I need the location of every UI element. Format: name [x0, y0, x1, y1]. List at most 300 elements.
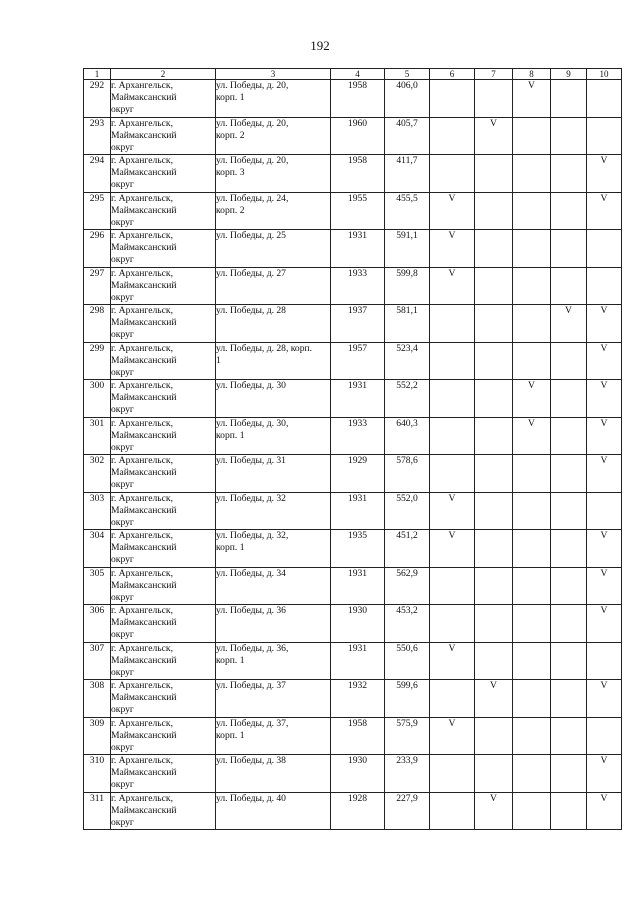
mark-cell-9: [551, 342, 587, 380]
location-cell-line: Маймаксанский: [111, 392, 177, 403]
mark-cell-8: [513, 455, 551, 493]
address-cell-line: ул. Победы, д. 40: [216, 792, 286, 804]
mark-cell-6: [430, 117, 475, 155]
row-number: 300: [84, 380, 111, 418]
location-cell-line: г. Архангельск,: [111, 717, 173, 729]
address-cell-line: ул. Победы, д. 28, корп.: [216, 342, 313, 354]
location-cell-line: округ: [111, 329, 134, 340]
location-cell: [111, 267, 216, 305]
location-cell-line: округ: [111, 816, 134, 828]
column-header: 6: [430, 69, 475, 80]
location-cell: [111, 192, 216, 230]
location-cell-line: округ: [111, 666, 134, 678]
mark-cell-8: V: [513, 417, 551, 455]
mark-cell-9: [551, 717, 587, 755]
address-cell-line: корп. 2: [216, 204, 245, 216]
location-cell-line: г. Архангельск,: [111, 680, 173, 691]
column-header: 4: [331, 69, 385, 80]
table-row: [84, 417, 622, 455]
table-row: [84, 567, 622, 605]
row-number: 308: [84, 680, 111, 718]
row-number: 303: [84, 492, 111, 530]
page-number: 192: [310, 38, 330, 53]
mark-cell-6: [430, 755, 475, 793]
table-row: [84, 455, 622, 493]
mark-cell-10: V: [587, 567, 622, 605]
column-header: 2: [111, 69, 216, 80]
address-cell-line: ул. Победы, д. 38: [216, 755, 286, 766]
row-number: 305: [84, 567, 111, 605]
address-cell: [216, 117, 331, 155]
location-cell-line: Маймаксанский: [111, 804, 177, 816]
mark-cell-9: [551, 792, 587, 830]
location-cell-line: г. Архангельск,: [111, 117, 173, 129]
mark-cell-6: [430, 605, 475, 643]
address-cell-line: ул. Победы, д. 27: [216, 267, 286, 279]
mark-cell-8: [513, 605, 551, 643]
mark-cell-9: [551, 80, 587, 118]
mark-cell-8: [513, 530, 551, 568]
mark-cell-9: [551, 455, 587, 493]
address-cell-line: [216, 392, 330, 404]
area-cell: 411,7: [385, 155, 430, 193]
address-cell: [216, 792, 331, 830]
location-cell: [111, 717, 216, 755]
location-cell: [111, 117, 216, 155]
address-cell-line: ул. Победы, д. 37: [216, 680, 286, 691]
address-cell-line: [216, 242, 330, 254]
column-header: 5: [385, 69, 430, 80]
mark-cell-10: V: [587, 605, 622, 643]
location-cell: [111, 680, 216, 718]
location-cell-line: Маймаксанский: [111, 317, 177, 328]
row-number: 294: [84, 155, 111, 193]
column-header: 1: [84, 69, 111, 80]
mark-cell-7: V: [475, 117, 513, 155]
location-cell-line: г. Архангельск,: [111, 755, 173, 766]
location-cell-line: округ: [111, 179, 134, 190]
location-cell: [111, 605, 216, 643]
location-cell-line: округ: [111, 779, 134, 790]
mark-cell-8: V: [513, 80, 551, 118]
year-cell: 1958: [331, 80, 385, 118]
mark-cell-9: [551, 155, 587, 193]
column-header: 10: [587, 69, 622, 80]
address-cell: [216, 605, 331, 643]
area-cell: 455,5: [385, 192, 430, 230]
address-cell-line: [216, 617, 330, 629]
address-cell-line: [216, 767, 330, 779]
mark-cell-8: [513, 680, 551, 718]
area-cell: 227,9: [385, 792, 430, 830]
column-header: 8: [513, 69, 551, 80]
location-cell-line: округ: [111, 141, 134, 153]
mark-cell-8: [513, 792, 551, 830]
table-row: [84, 792, 622, 830]
year-cell: 1960: [331, 117, 385, 155]
row-number: 292: [84, 80, 111, 118]
address-cell: [216, 230, 331, 268]
year-cell: 1932: [331, 680, 385, 718]
table-row: [84, 230, 622, 268]
row-number: 311: [84, 792, 111, 830]
address-cell-line: ул. Победы, д. 25: [216, 230, 286, 241]
location-cell-line: г. Архангельск,: [111, 530, 173, 541]
address-cell: [216, 755, 331, 793]
row-number: 310: [84, 755, 111, 793]
area-cell: 552,0: [385, 492, 430, 530]
mark-cell-6: V: [430, 230, 475, 268]
mark-cell-10: [587, 230, 622, 268]
address-cell: [216, 717, 331, 755]
mark-cell-10: [587, 267, 622, 305]
address-cell-line: ул. Победы, д. 32,: [216, 530, 289, 541]
year-cell: 1935: [331, 530, 385, 568]
location-cell: [111, 305, 216, 343]
mark-cell-7: [475, 530, 513, 568]
address-cell-line: ул. Победы, д. 20,: [216, 80, 289, 91]
mark-cell-7: [475, 567, 513, 605]
location-cell-line: г. Архангельск,: [111, 80, 173, 91]
mark-cell-7: [475, 155, 513, 193]
location-cell-line: г. Архангельск,: [111, 380, 173, 391]
address-cell-line: ул. Победы, д. 20,: [216, 117, 289, 129]
column-number-row: [84, 69, 622, 80]
housing-registry-table: [83, 68, 622, 830]
location-cell: [111, 342, 216, 380]
address-cell-line: ул. Победы, д. 20,: [216, 155, 289, 166]
table-row: [84, 80, 622, 118]
mark-cell-8: [513, 755, 551, 793]
mark-cell-7: [475, 80, 513, 118]
mark-cell-9: [551, 417, 587, 455]
year-cell: 1931: [331, 492, 385, 530]
mark-cell-9: [551, 117, 587, 155]
column-header: 9: [551, 69, 587, 80]
mark-cell-6: V: [430, 642, 475, 680]
mark-cell-7: [475, 717, 513, 755]
row-number: 293: [84, 117, 111, 155]
address-cell: [216, 267, 331, 305]
year-cell: 1931: [331, 567, 385, 605]
table-row: [84, 642, 622, 680]
location-cell-line: г. Архангельск,: [111, 455, 173, 466]
row-number: 302: [84, 455, 111, 493]
mark-cell-7: [475, 342, 513, 380]
location-cell-line: округ: [111, 554, 134, 565]
address-cell-line: ул. Победы, д. 37,: [216, 717, 289, 729]
area-cell: 581,1: [385, 305, 430, 343]
table-row: [84, 192, 622, 230]
mark-cell-9: V: [551, 305, 587, 343]
address-cell: [216, 492, 331, 530]
table-row: [84, 680, 622, 718]
location-cell: [111, 642, 216, 680]
mark-cell-8: [513, 642, 551, 680]
location-cell-line: округ: [111, 291, 134, 303]
location-cell: [111, 755, 216, 793]
area-cell: 640,3: [385, 417, 430, 455]
address-cell-line: ул. Победы, д. 31: [216, 455, 286, 466]
location-cell-line: округ: [111, 366, 134, 378]
address-cell-line: ул. Победы, д. 36,: [216, 642, 289, 654]
address-cell-line: корп. 1: [216, 542, 245, 553]
row-number: 298: [84, 305, 111, 343]
location-cell: [111, 567, 216, 605]
address-cell: [216, 192, 331, 230]
address-cell-line: [216, 280, 330, 292]
mark-cell-10: V: [587, 192, 622, 230]
mark-cell-7: [475, 305, 513, 343]
location-cell-line: Маймаксанский: [111, 654, 177, 666]
address-cell-line: [216, 805, 330, 817]
year-cell: 1931: [331, 380, 385, 418]
location-cell-line: Маймаксанский: [111, 429, 177, 441]
mark-cell-10: V: [587, 530, 622, 568]
location-cell-line: Маймаксанский: [111, 279, 177, 291]
mark-cell-10: [587, 492, 622, 530]
year-cell: 1929: [331, 455, 385, 493]
mark-cell-10: V: [587, 155, 622, 193]
mark-cell-7: [475, 417, 513, 455]
location-cell-line: г. Архангельск,: [111, 155, 173, 166]
location-cell-line: округ: [111, 516, 134, 528]
table-row: [84, 267, 622, 305]
mark-cell-6: [430, 792, 475, 830]
mark-cell-8: [513, 230, 551, 268]
location-cell-line: округ: [111, 704, 134, 715]
mark-cell-8: [513, 155, 551, 193]
location-cell-line: округ: [111, 479, 134, 490]
mark-cell-10: V: [587, 380, 622, 418]
mark-cell-9: [551, 492, 587, 530]
location-cell-line: г. Архангельск,: [111, 305, 173, 316]
location-cell-line: г. Архангельск,: [111, 792, 173, 804]
location-cell-line: г. Архангельск,: [111, 342, 173, 354]
location-cell-line: Маймаксанский: [111, 92, 177, 103]
address-cell-line: ул. Победы, д. 28: [216, 305, 286, 316]
column-header: 7: [475, 69, 513, 80]
area-cell: 523,4: [385, 342, 430, 380]
area-cell: 233,9: [385, 755, 430, 793]
address-cell-line: [216, 317, 330, 329]
year-cell: 1937: [331, 305, 385, 343]
mark-cell-6: V: [430, 530, 475, 568]
mark-cell-9: [551, 567, 587, 605]
location-cell-line: округ: [111, 441, 134, 453]
address-cell: [216, 342, 331, 380]
mark-cell-8: [513, 192, 551, 230]
mark-cell-6: [430, 342, 475, 380]
mark-cell-6: V: [430, 192, 475, 230]
table-row: [84, 530, 622, 568]
mark-cell-8: [513, 117, 551, 155]
address-cell: [216, 80, 331, 118]
mark-cell-10: [587, 642, 622, 680]
year-cell: 1955: [331, 192, 385, 230]
year-cell: 1933: [331, 267, 385, 305]
mark-cell-8: [513, 492, 551, 530]
mark-cell-9: [551, 642, 587, 680]
mark-cell-6: [430, 155, 475, 193]
location-cell-line: Маймаксанский: [111, 354, 177, 366]
table-row: [84, 117, 622, 155]
mark-cell-6: V: [430, 717, 475, 755]
column-header: 3: [216, 69, 331, 80]
location-cell-line: Маймаксанский: [111, 204, 177, 216]
year-cell: 1957: [331, 342, 385, 380]
mark-cell-8: [513, 717, 551, 755]
address-cell-line: корп. 1: [216, 92, 245, 103]
mark-cell-8: [513, 267, 551, 305]
address-cell: [216, 642, 331, 680]
mark-cell-8: [513, 567, 551, 605]
location-cell-line: Маймаксанский: [111, 467, 177, 478]
location-cell-line: округ: [111, 254, 134, 265]
year-cell: 1930: [331, 605, 385, 643]
address-cell: [216, 417, 331, 455]
location-cell-line: округ: [111, 741, 134, 753]
mark-cell-10: V: [587, 792, 622, 830]
year-cell: 1931: [331, 642, 385, 680]
year-cell: 1958: [331, 155, 385, 193]
address-cell-line: корп. 1: [216, 729, 245, 741]
location-cell-line: г. Архангельск,: [111, 192, 173, 204]
location-cell-line: округ: [111, 404, 134, 415]
year-cell: 1930: [331, 755, 385, 793]
location-cell-line: г. Архангельск,: [111, 605, 173, 616]
area-cell: 562,9: [385, 567, 430, 605]
year-cell: 1931: [331, 230, 385, 268]
mark-cell-6: [430, 380, 475, 418]
mark-cell-6: V: [430, 267, 475, 305]
address-cell-line: [216, 692, 330, 704]
mark-cell-7: V: [475, 792, 513, 830]
location-cell-line: округ: [111, 629, 134, 640]
address-cell-line: 1: [216, 354, 221, 366]
location-cell-line: Маймаксанский: [111, 767, 177, 778]
area-cell: 591,1: [385, 230, 430, 268]
location-cell-line: Маймаксанский: [111, 129, 177, 141]
address-cell: [216, 305, 331, 343]
location-cell: [111, 380, 216, 418]
address-cell: [216, 455, 331, 493]
table-row: [84, 380, 622, 418]
mark-cell-10: V: [587, 417, 622, 455]
address-cell-line: ул. Победы, д. 36: [216, 605, 286, 616]
mark-cell-9: [551, 380, 587, 418]
table-row: [84, 342, 622, 380]
row-number: 307: [84, 642, 111, 680]
area-cell: 451,2: [385, 530, 430, 568]
mark-cell-10: V: [587, 755, 622, 793]
location-cell: [111, 530, 216, 568]
address-cell-line: корп. 1: [216, 654, 245, 666]
area-cell: 405,7: [385, 117, 430, 155]
table-row: [84, 492, 622, 530]
mark-cell-6: V: [430, 492, 475, 530]
area-cell: 453,2: [385, 605, 430, 643]
mark-cell-10: [587, 117, 622, 155]
location-cell-line: Маймаксанский: [111, 242, 177, 253]
mark-cell-6: [430, 417, 475, 455]
location-cell-line: Маймаксанский: [111, 692, 177, 703]
location-cell-line: г. Архангельск,: [111, 642, 173, 654]
location-cell: [111, 155, 216, 193]
location-cell-line: г. Архангельск,: [111, 267, 173, 279]
location-cell-line: Маймаксанский: [111, 504, 177, 516]
row-number: 309: [84, 717, 111, 755]
address-cell: [216, 380, 331, 418]
mark-cell-8: [513, 305, 551, 343]
mark-cell-9: [551, 230, 587, 268]
area-cell: 599,6: [385, 680, 430, 718]
location-cell-line: Маймаксанский: [111, 167, 177, 178]
address-cell: [216, 155, 331, 193]
mark-cell-7: [475, 642, 513, 680]
area-cell: 550,6: [385, 642, 430, 680]
address-cell: [216, 567, 331, 605]
mark-cell-7: [475, 455, 513, 493]
mark-cell-10: [587, 80, 622, 118]
area-cell: 578,6: [385, 455, 430, 493]
mark-cell-7: V: [475, 680, 513, 718]
address-cell-line: ул. Победы, д. 30,: [216, 417, 289, 429]
mark-cell-6: [430, 80, 475, 118]
row-number: 304: [84, 530, 111, 568]
location-cell: [111, 417, 216, 455]
address-cell: [216, 680, 331, 718]
row-number: 299: [84, 342, 111, 380]
address-cell-line: [216, 505, 330, 517]
location-cell-line: г. Архангельск,: [111, 492, 173, 504]
mark-cell-10: V: [587, 305, 622, 343]
mark-cell-6: [430, 567, 475, 605]
area-cell: 552,2: [385, 380, 430, 418]
location-cell-line: округ: [111, 216, 134, 228]
mark-cell-8: V: [513, 380, 551, 418]
mark-cell-10: V: [587, 455, 622, 493]
mark-cell-7: [475, 380, 513, 418]
address-cell-line: ул. Победы, д. 34: [216, 567, 286, 579]
mark-cell-9: [551, 530, 587, 568]
mark-cell-6: [430, 680, 475, 718]
mark-cell-7: [475, 605, 513, 643]
mark-cell-7: [475, 755, 513, 793]
table-body: [84, 80, 622, 830]
mark-cell-7: [475, 492, 513, 530]
mark-cell-6: [430, 305, 475, 343]
row-number: 295: [84, 192, 111, 230]
location-cell: [111, 455, 216, 493]
address-cell-line: ул. Победы, д. 32: [216, 492, 286, 504]
location-cell-line: г. Архангельск,: [111, 230, 173, 241]
table-row: [84, 755, 622, 793]
year-cell: 1933: [331, 417, 385, 455]
location-cell: [111, 230, 216, 268]
location-cell-line: округ: [111, 591, 134, 603]
address-cell-line: [216, 580, 330, 592]
row-number: 297: [84, 267, 111, 305]
mark-cell-10: V: [587, 680, 622, 718]
mark-cell-9: [551, 192, 587, 230]
address-cell-line: ул. Победы, д. 30: [216, 380, 286, 391]
address-cell-line: ул. Победы, д. 24,: [216, 192, 289, 204]
mark-cell-9: [551, 755, 587, 793]
mark-cell-10: V: [587, 342, 622, 380]
location-cell-line: Маймаксанский: [111, 617, 177, 628]
mark-cell-7: [475, 230, 513, 268]
